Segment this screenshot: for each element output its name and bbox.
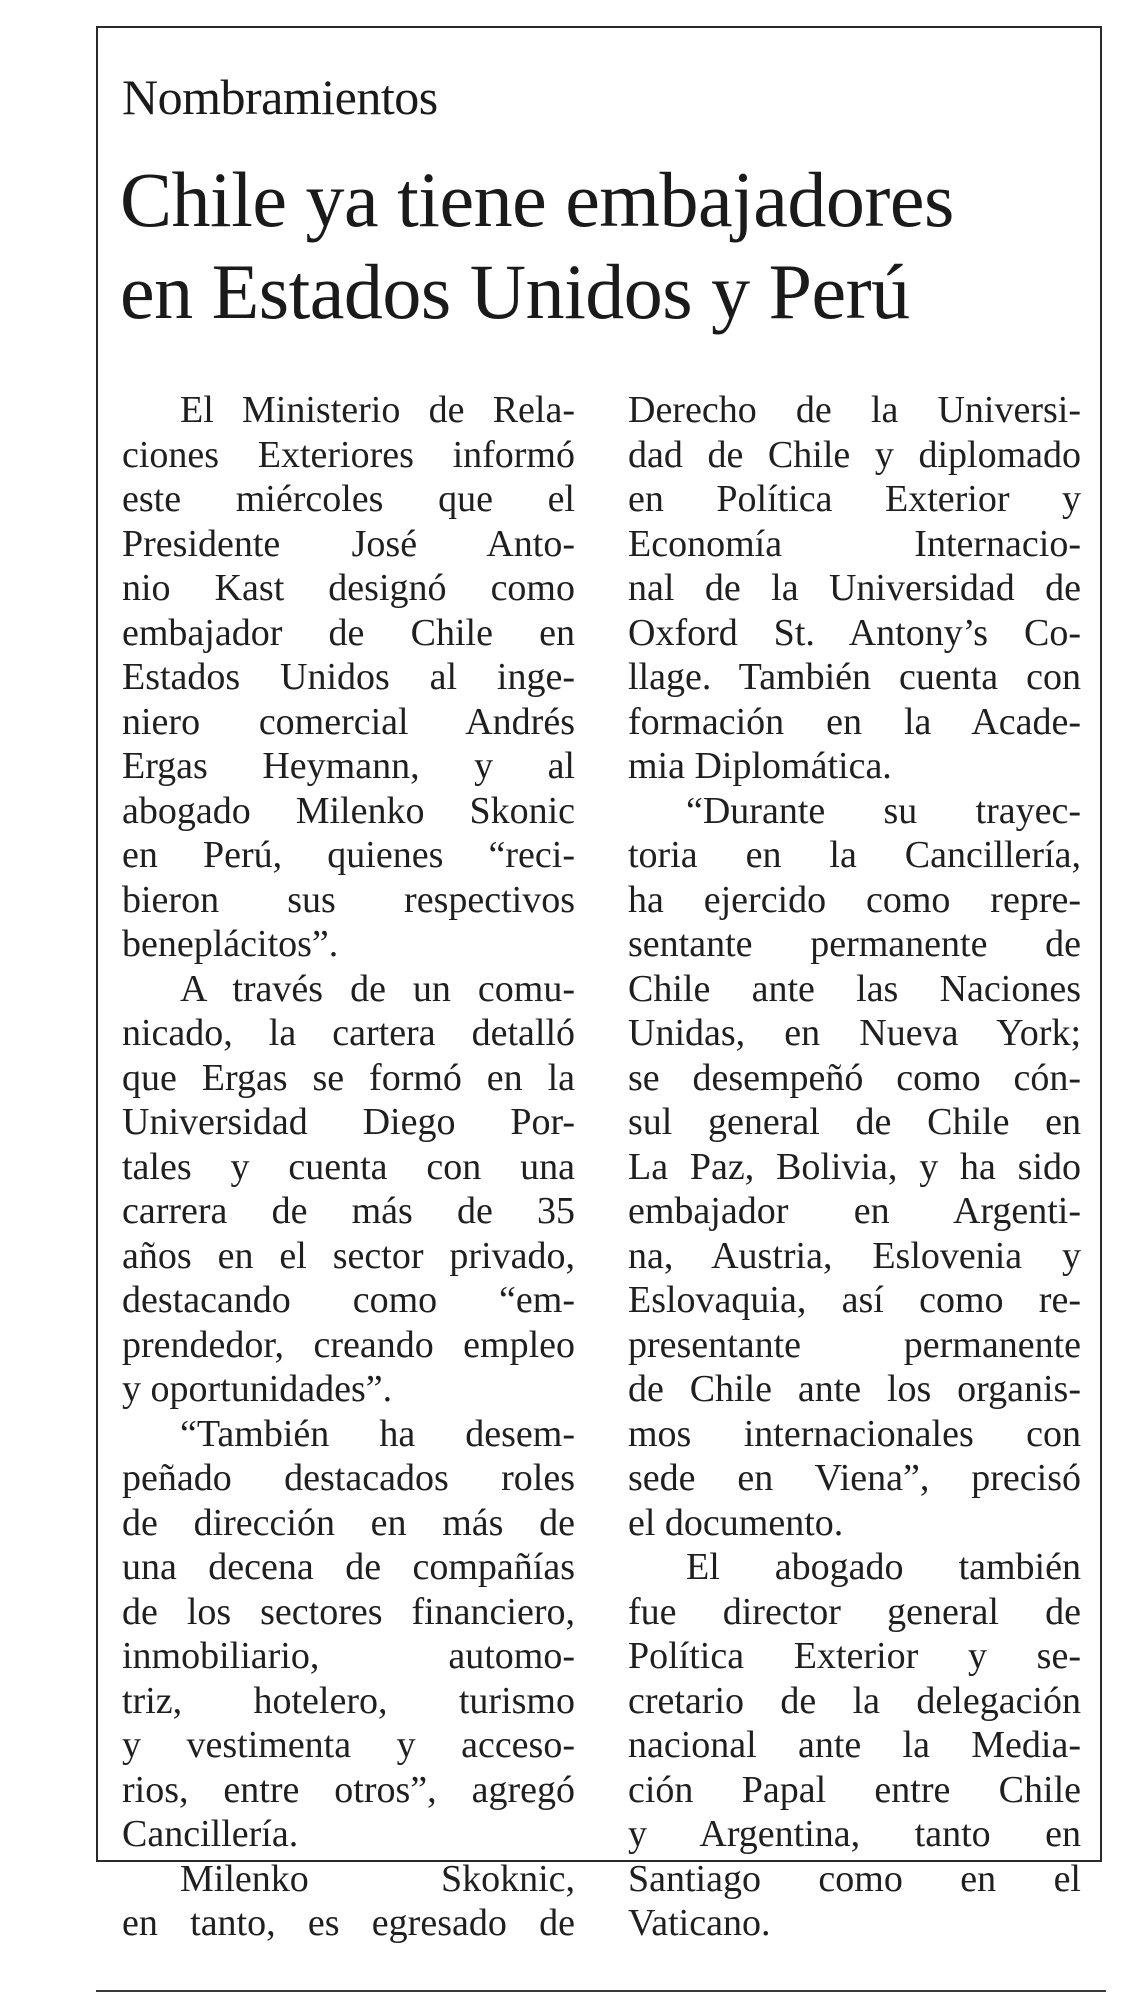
article-line: Universidad Diego Por- xyxy=(122,1101,575,1143)
article-line: inmobiliario, automo- xyxy=(122,1635,575,1677)
article-line: una decena de compañías xyxy=(122,1546,575,1588)
article-line: formación en la Acade- xyxy=(628,700,1081,743)
article-line: rios, entre otros”, agregó xyxy=(122,1768,575,1811)
article-line: mia Diplomática. xyxy=(628,745,892,787)
bottom-rule xyxy=(96,1990,1106,1992)
article-line: en tanto, es egresado de xyxy=(122,1902,575,1944)
article-line: La Paz, Bolivia, y ha sido xyxy=(628,1145,1081,1188)
article-line: beneplácitos”. xyxy=(122,923,339,965)
article-line: peñado destacados roles xyxy=(122,1457,575,1499)
article-line: destacando como “em- xyxy=(122,1279,575,1321)
article-line: Unidas, en Nueva York; xyxy=(628,1012,1081,1054)
article-line: ha ejercido como repre- xyxy=(628,878,1081,921)
section-label: Nombramientos xyxy=(122,69,438,125)
article-line: Cancillería. xyxy=(122,1813,299,1855)
article-line: años en el sector privado, xyxy=(122,1234,575,1277)
article-line: mos internacionales con xyxy=(628,1412,1081,1455)
article-line: El Ministerio de Rela- xyxy=(180,389,575,431)
article-line: niero comercial Andrés xyxy=(122,700,575,743)
article-line: el documento. xyxy=(628,1501,844,1544)
article-line: embajador de Chile en xyxy=(122,611,575,654)
article-line: “Durante su trayec- xyxy=(686,789,1081,832)
headline-line-1: Chile ya tiene embajadores xyxy=(120,156,954,243)
article-line: nicado, la cartera detalló xyxy=(122,1012,575,1054)
article-line: que Ergas se formó en la xyxy=(122,1056,575,1099)
article-line: de dirección en más de xyxy=(122,1501,575,1544)
article-line: triz, hotelero, turismo xyxy=(122,1679,575,1722)
article-line: sede en Viena”, precisó xyxy=(628,1457,1081,1499)
article-line: nacional ante la Media- xyxy=(628,1724,1081,1766)
article-line: en Política Exterior y xyxy=(628,478,1081,520)
article-line: Estados Unidos al inge- xyxy=(122,656,575,698)
article-line: Presidente José Anto- xyxy=(122,522,575,565)
article-line: se desempeñó como cón- xyxy=(628,1056,1081,1099)
article-line: carrera de más de 35 xyxy=(122,1190,575,1232)
article-line: y oportunidades”. xyxy=(122,1368,393,1410)
article-line: bieron sus respectivos xyxy=(122,878,575,921)
article-line: de Chile ante los organis- xyxy=(628,1368,1081,1410)
article-line: cretario de la delegación xyxy=(628,1679,1081,1722)
article-line: Milenko Skoknic, xyxy=(180,1857,575,1900)
article-line: Oxford St. Antony’s Co- xyxy=(628,611,1081,654)
article-line: en Perú, quienes “reci- xyxy=(122,834,575,876)
article-line: Santiago como en el xyxy=(628,1857,1081,1900)
article-line: Vaticano. xyxy=(628,1902,771,1944)
article-line: Eslovaquia, así como re- xyxy=(628,1279,1081,1321)
news-clipping xyxy=(96,26,1102,1944)
article-line: ciones Exteriores informó xyxy=(122,433,575,476)
article-line: abogado Milenko Skonic xyxy=(122,789,575,832)
article-line: nio Kast designó como xyxy=(122,567,575,609)
article-line: toria en la Cancillería, xyxy=(628,834,1081,876)
article-line: Economía Internacio- xyxy=(628,522,1081,565)
article-line: este miércoles que el xyxy=(122,478,575,520)
article-line: A través de un comu- xyxy=(180,967,575,1010)
article-line: sentante permanente de xyxy=(628,923,1081,965)
article-line: llage. También cuenta con xyxy=(628,656,1081,698)
headline-line-2: en Estados Unidos y Perú xyxy=(120,248,910,335)
article-line: de los sectores financiero, xyxy=(122,1590,575,1633)
article-line: sul general de Chile en xyxy=(628,1101,1081,1143)
article-line: fue director general de xyxy=(628,1590,1081,1633)
article-column-right xyxy=(628,388,1081,1946)
headline xyxy=(120,154,954,338)
article-line: Política Exterior y se- xyxy=(628,1635,1081,1677)
article-line: presentante permanente xyxy=(628,1323,1081,1366)
article-line: embajador en Argenti- xyxy=(628,1190,1081,1232)
article-line: y Argentina, tanto en xyxy=(628,1813,1081,1855)
article-line: prendedor, creando empleo xyxy=(122,1323,575,1366)
article-line: Derecho de la Universi- xyxy=(628,389,1081,431)
article-line: ción Papal entre Chile xyxy=(628,1768,1081,1811)
article-line: y vestimenta y acceso- xyxy=(122,1724,575,1766)
article-line: Chile ante las Naciones xyxy=(628,967,1081,1010)
article-line: “También ha desem- xyxy=(180,1412,575,1455)
article-line: na, Austria, Eslovenia y xyxy=(628,1234,1081,1277)
article-line: nal de la Universidad de xyxy=(628,567,1081,609)
article-column-left xyxy=(122,388,575,1946)
article-line: dad de Chile y diplomado xyxy=(628,433,1081,476)
article-line: El abogado también xyxy=(686,1546,1081,1588)
article-line: tales y cuenta con una xyxy=(122,1145,575,1188)
article-line: Ergas Heymann, y al xyxy=(122,745,575,787)
